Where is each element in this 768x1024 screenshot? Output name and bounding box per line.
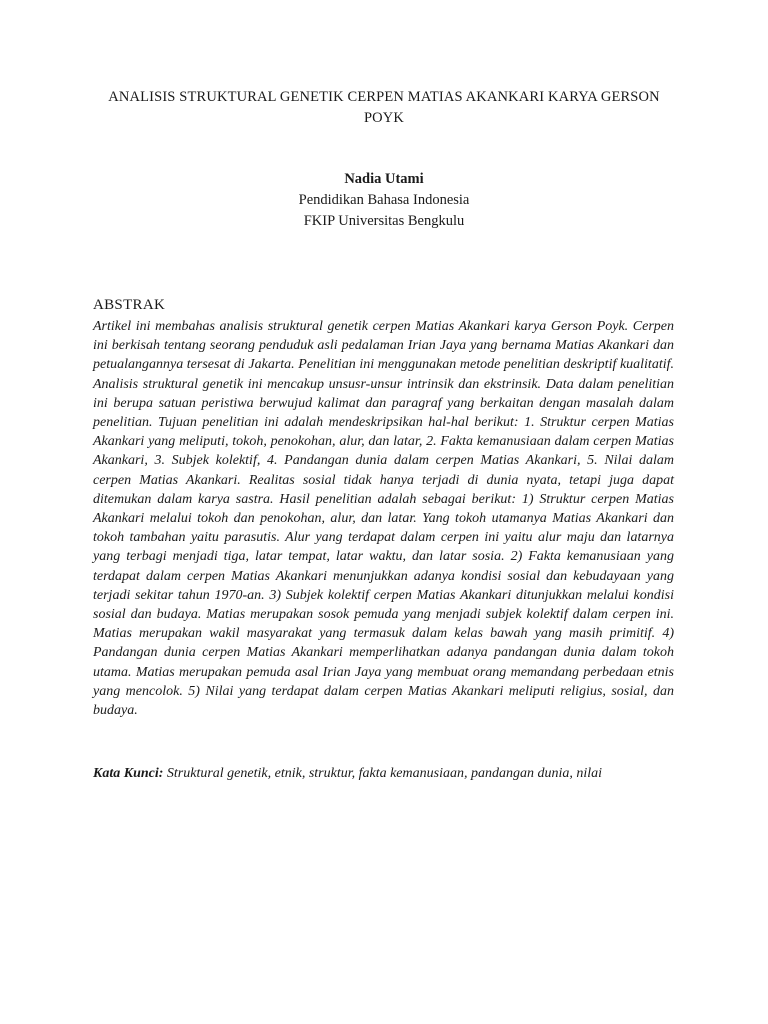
keywords-label: Kata Kunci: — [93, 766, 164, 781]
author-name: Nadia Utami — [344, 171, 424, 187]
paper-title: ANALISIS STRUKTURAL GENETIK CERPEN MATIAS AKANKARI KARYA GERSON POYK — [108, 89, 660, 126]
author-affiliation-department: Pendidikan Bahasa Indonesia — [298, 192, 470, 208]
keywords — [93, 764, 678, 783]
author-affiliation-institution: FKIP Universitas Bengkulu — [303, 213, 465, 229]
author-block — [90, 169, 678, 232]
abstract-heading: ABSTRAK — [93, 297, 166, 313]
keywords-text: Struktural genetik, etnik, struktur, fakta kemanusiaan, pandangan dunia, nilai — [166, 766, 603, 781]
abstract-body: Artikel ini membahas analisis struktural genetik cerpen Matias Akankari karya Gerson Poyk. Cerpen ini berkisah tentang seorang penduduk asli pedalaman Irian Jaya yang bernama Matias Akankari dan petualangannya tersesat di Jakarta. Penelitian ini menggunakan metode penelitian deskriptif kualitatif. Analisis struktural genetik ini mencakup unsusr-unsur intrinsik dan ekstrinsik. Data dalam penelitian ini berupa satuan peristiwa berwujud kalimat dan paragraf yang berkaitan dengan masalah dalam penelitian. Tujuan penelitian ini adalah mendeskripsikan hal-hal berikut: 1. Struktur cerpen Matias Akankari yang meliputi, tokoh, penokohan, alur, dan latar, 2. Fakta kemanusiaan dalam cerpen Matias Akankari, 3. Subjek kolektif, 4. Pandangan dunia dalam cerpen Matias Akankari, 5. Nilai dalam cerpen Matias Akankari. Realitas sosial tidak hanya terjadi di dunia nyata, tetapi juga dapat ditemukan dalam karya sastra. Hasil penelitian adalah sebagai berikut: 1) Struktur cerpen Matias Akankari melalui tokoh dan penokohan, alur, dan latar. Yang tokoh utamanya Matias Akankari dan tokoh tambahan yaitu parasutis. Alur yang terdapat dalam cerpen ini yaitu alur maju dan latarnya yang terbagi menjadi tiga, latar tempat, latar waktu, dan latar sosia. 2) Fakta kemanusiaan yang terdapat dalam cerpen Matias Akankari menunjukkan adanya kondisi sosial dan kebudayaan yang terjadi sekitar tahun 1970-an. 3) Subjek kolektif cerpen Matias Akankari ditunjukkan melalui kondisi sosial dan budaya. Matias merupakan sosok pemuda yang menjadi subjek kolektif dalam cerpen ini. Matias merupakan wakil masyarakat yang termasuk dalam kelas bawah yang masih primitif. 4) Pandangan dunia cerpen Matias Akankari memperlihatkan adanya pandangan dunia dalam tokoh utama. Matias merupakan pemuda asal Irian Jaya yang membuat orang memandang perbedaan etnis yang mencolok. 5) Nilai yang terdapat dalam cerpen Matias Akankari meliputi religius, sosial, dan budaya. — [93, 319, 674, 719]
